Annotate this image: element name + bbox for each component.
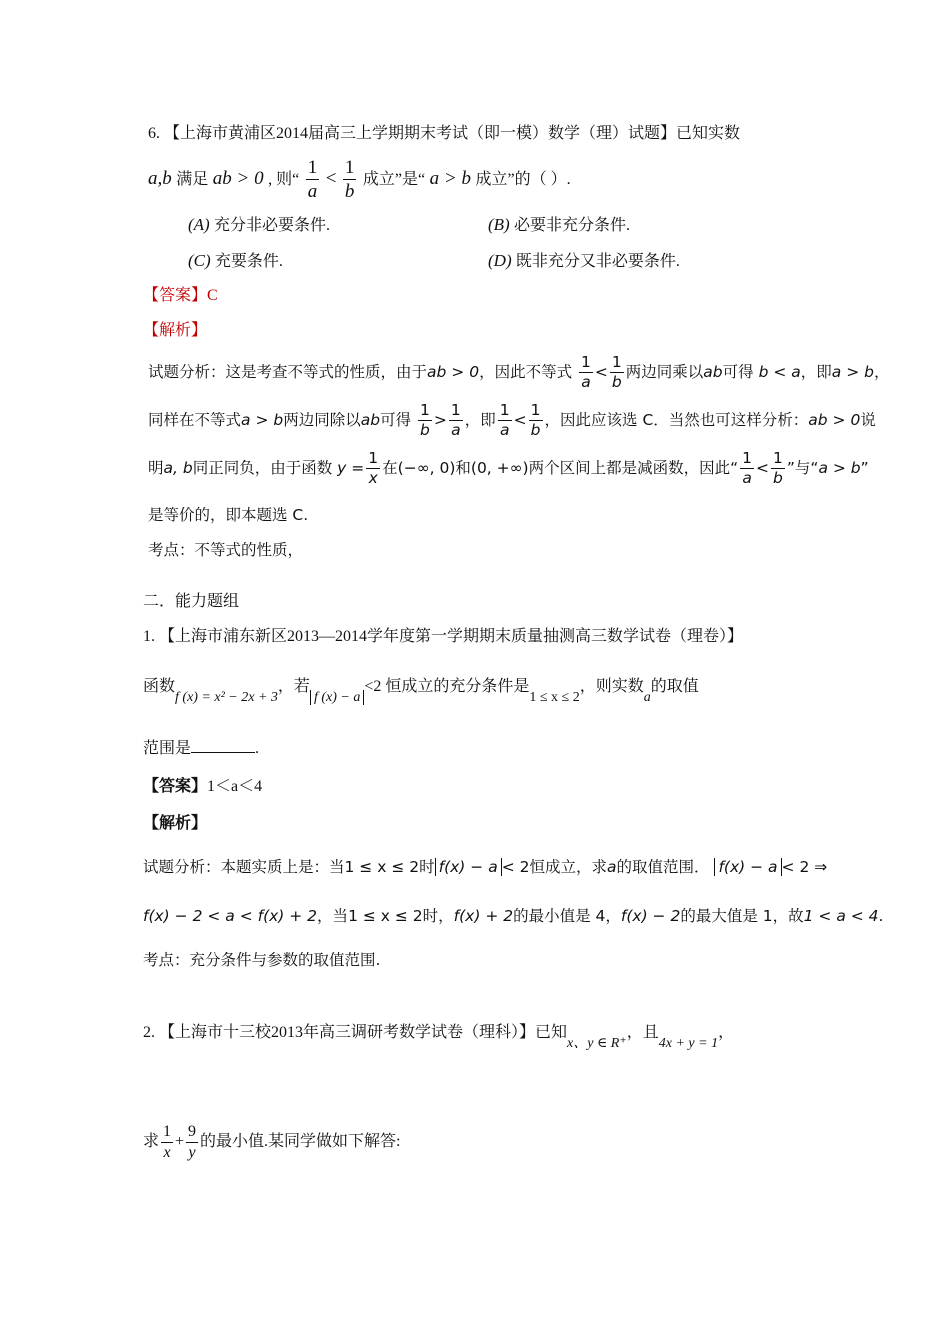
q6-stem-cond2: a > b: [429, 168, 471, 189]
q1-analysis-line1: [143, 856, 827, 878]
q1-t1: 函数: [143, 678, 176, 695]
q6-stem: [148, 156, 571, 203]
q6-p3-a: 明: [148, 459, 164, 477]
q1-a1-f: 恒成立，求: [529, 858, 607, 876]
q2-t1: ，且: [626, 1024, 659, 1041]
q6-p3-k: ”与“: [786, 459, 819, 477]
q1-a2-g: f(x) − 2: [620, 907, 681, 925]
q1-a1-e: < 2: [501, 858, 530, 876]
q1-answer-label: 【答案】: [143, 778, 208, 795]
q1-answer: [143, 776, 262, 798]
q6-p2-h: ，因此应该选 C．当然也可这样分析：: [544, 411, 809, 429]
q6-stem-var: a,b: [148, 168, 172, 189]
q6-p1-j: ，: [873, 363, 890, 381]
q6-p3-g: (−∞, 0): [397, 459, 456, 477]
q6-analysis-line4: 是等价的，即本题选 C.: [148, 506, 309, 524]
q6-p2-j: 说: [860, 411, 876, 429]
q6-p3-h: 和: [455, 459, 471, 477]
q6-stem-text2: , 则“: [268, 171, 300, 188]
q6-analysis-line1: [148, 350, 889, 394]
q1-a1-h: 的取值范围．: [616, 858, 710, 876]
q1-a2-e: f(x) + 2: [453, 907, 514, 925]
q6-answer-label: 【答案】: [143, 287, 208, 304]
q6-option-d: [488, 250, 680, 273]
q1-a2-i: 1 < a < 4: [803, 907, 879, 925]
q2-ask-a: 求: [143, 1133, 160, 1150]
q2-stem-line2: [143, 1118, 401, 1166]
q6-p3-lt: <: [756, 459, 770, 477]
q2-plus: +: [175, 1133, 185, 1150]
q6-p2-frac-a: $\frac{1}{a}$: [450, 400, 461, 439]
q6-p2-frac-b2: $\frac{1}{b}$: [530, 400, 541, 439]
q1-t2: ，若: [277, 678, 310, 695]
q6-p1-frac-a: $\frac{1}{a}$: [581, 352, 591, 391]
q1-analysis-line2: [143, 905, 883, 927]
q6-p1-a: 试题分析：这是考查不等式的性质，由于: [148, 363, 428, 381]
q2-frac-1: $\frac{1}{x}$: [163, 1122, 172, 1161]
q1-a2-j: .: [878, 907, 884, 925]
q6-p3-i: (0, +∞): [470, 459, 529, 477]
q1-analysis-label: 【解析】: [143, 815, 208, 832]
q6-answer-value: C: [207, 287, 218, 304]
q6-option-b-label: (B): [488, 215, 510, 234]
q6-option-a-text: 充分非必要条件.: [213, 217, 330, 234]
q6-p1-e: ab: [703, 363, 723, 381]
q2-frac-2: $\frac{9}{y}$: [188, 1122, 197, 1161]
q6-title: [148, 123, 740, 145]
q1-answer-blank[interactable]: [191, 736, 255, 753]
q6-p1-frac-b: $\frac{1}{b}$: [611, 352, 622, 391]
q6-p1-c: ，因此不等式: [479, 363, 573, 381]
q2-ask-b: 的最小值.某同学做如下解答:: [200, 1133, 401, 1150]
q6-frac-1a: $\frac{1}{a}$: [307, 157, 318, 203]
q6-analysis-line3: [148, 446, 869, 490]
q6-p2-i: ab > 0: [808, 411, 861, 429]
q1-cond: 1 ≤ x ≤ 2: [529, 690, 580, 705]
q1-a2-c: 1 ≤ x ≤ 2: [348, 907, 423, 925]
q1-t3: <2 恒成立的充分条件是: [364, 678, 530, 695]
q6-option-c: [188, 250, 283, 273]
q2-xy: x、y ∈ R⁺: [567, 1036, 627, 1051]
q6-p2-g: ，即: [464, 411, 496, 429]
q6-p2-lt: <: [513, 411, 527, 429]
q6-stem-text1: 满足: [176, 171, 209, 188]
q6-p2-d: ab: [360, 411, 381, 429]
q1-stem-line1: [143, 676, 699, 705]
q6-stem-text3: 成立”是“: [362, 171, 426, 188]
q6-option-a-label: (A): [188, 215, 210, 234]
q6-p2-c: 两边同除以: [283, 411, 361, 429]
q6-analysis-line2: [148, 398, 876, 442]
q6-p1-b: ab > 0: [427, 363, 480, 381]
q1-a1-b: 1 ≤ x ≤ 2: [344, 858, 420, 876]
q1-a2-a: f(x) − 2 < a < f(x) + 2: [143, 907, 318, 925]
q6-option-c-text: 充要条件.: [214, 253, 283, 270]
q6-lt: <: [325, 168, 337, 189]
q6-p1-f: 可得: [722, 363, 754, 381]
q6-option-b-text: 必要非充分条件.: [513, 217, 630, 234]
q6-p3-frac-b: $\frac{1}{b}$: [773, 448, 783, 487]
q1-absf: f (x) − a: [310, 690, 364, 705]
q6-title-text: 6. 【上海市黄浦区2014届高三上学期期末考试（即一模）数学（理）试题】已知实数: [148, 125, 741, 142]
q6-p2-a: 同样在不等式: [148, 411, 242, 429]
q2-eq: 4x + y = 1: [658, 1036, 719, 1051]
q1-answer-value: 1＜a＜4: [207, 778, 263, 795]
q1-a1-c: 时: [419, 858, 435, 876]
q1-var-a: a: [643, 690, 651, 705]
q6-p2-b: a > b: [241, 411, 284, 429]
q2-stem-line1: [143, 1022, 735, 1051]
q2-t2: ，: [718, 1024, 735, 1041]
section-title: 二．能力题组: [143, 593, 240, 610]
q1-a2-d: 时，: [422, 907, 454, 925]
q1-a2-f: 的最小值是 4，: [513, 907, 621, 925]
q6-p1-h: ，即: [800, 363, 832, 381]
q1-a1-g: a: [607, 858, 617, 876]
q1-t7: .: [255, 740, 260, 757]
q1-t5: 的取值: [650, 678, 699, 695]
q6-analysis-label: 【解析】: [143, 322, 208, 339]
q6-option-b: [488, 214, 630, 237]
q1-a1-abs2: f(x) − a: [714, 858, 781, 876]
q6-p3-c: 同正同负，由于函数: [192, 459, 333, 477]
q1-t6: 范围是: [143, 740, 192, 757]
q1-a1-i: < 2 ⇒: [781, 858, 828, 876]
q6-p2-frac-b: $\frac{1}{b}$: [420, 400, 430, 439]
q1-a1-d: f(x) − a: [435, 858, 502, 876]
q6-option-a: [188, 214, 330, 237]
q1-stem-line2: [143, 736, 259, 760]
q6-p3-m: ”: [860, 459, 869, 477]
q1-a2-b: ，当: [317, 907, 349, 925]
q6-answer: [143, 285, 218, 307]
q6-option-c-label: (C): [188, 251, 211, 270]
q6-p2-frac-a2: $\frac{1}{a}$: [499, 400, 510, 439]
q1-t4: ，则实数: [579, 678, 644, 695]
q6-p3-d: y =: [337, 459, 365, 477]
q6-option-d-text: 既非充分又非必要条件.: [515, 253, 680, 270]
q6-point: 考点：不等式的性质，: [148, 541, 304, 559]
q6-p2-gt: >: [433, 411, 447, 429]
q6-stem-cond: ab > 0: [212, 168, 264, 189]
q6-p3-j: 两个区间上都是减函数，因此“: [528, 459, 739, 477]
q1-fx: f (x) = x² − 2x + 3: [175, 690, 278, 705]
q6-p2-e: 可得: [380, 411, 412, 429]
q1-point: 考点：充分条件与参数的取值范围.: [143, 951, 381, 969]
q6-p1-i: a > b: [831, 363, 874, 381]
q1-a2-h: 的最大值是 1，故: [680, 907, 804, 925]
q6-p3-f: 在: [382, 459, 398, 477]
q6-p3-b: a, b: [163, 459, 193, 477]
q2-title: 2. 【上海市十三校2013年高三调研考数学试卷（理科）】已知: [143, 1024, 568, 1041]
q1-title: 1. 【上海市浦东新区2013—2014学年度第一学期期末质量抽测高三数学试卷（理卷）】: [143, 628, 744, 645]
q6-frac-1b: $\frac{1}{b}$: [344, 157, 355, 203]
q6-option-d-label: (D): [488, 251, 512, 270]
q6-p1-d: 两边同乘以: [625, 363, 704, 381]
q6-p1-g: b < a: [758, 363, 801, 381]
q6-p3-frac-a: $\frac{1}{a}$: [742, 448, 753, 487]
q6-stem-text4: 成立”的（ ）.: [475, 171, 571, 188]
q6-p3-l: a > b: [818, 459, 861, 477]
q6-p1-lt: <: [594, 363, 608, 381]
q1-a1-a: 试题分析：本题实质上是：当: [143, 858, 345, 876]
q6-p3-frac-x: $\frac{1}{x}$: [368, 448, 379, 487]
